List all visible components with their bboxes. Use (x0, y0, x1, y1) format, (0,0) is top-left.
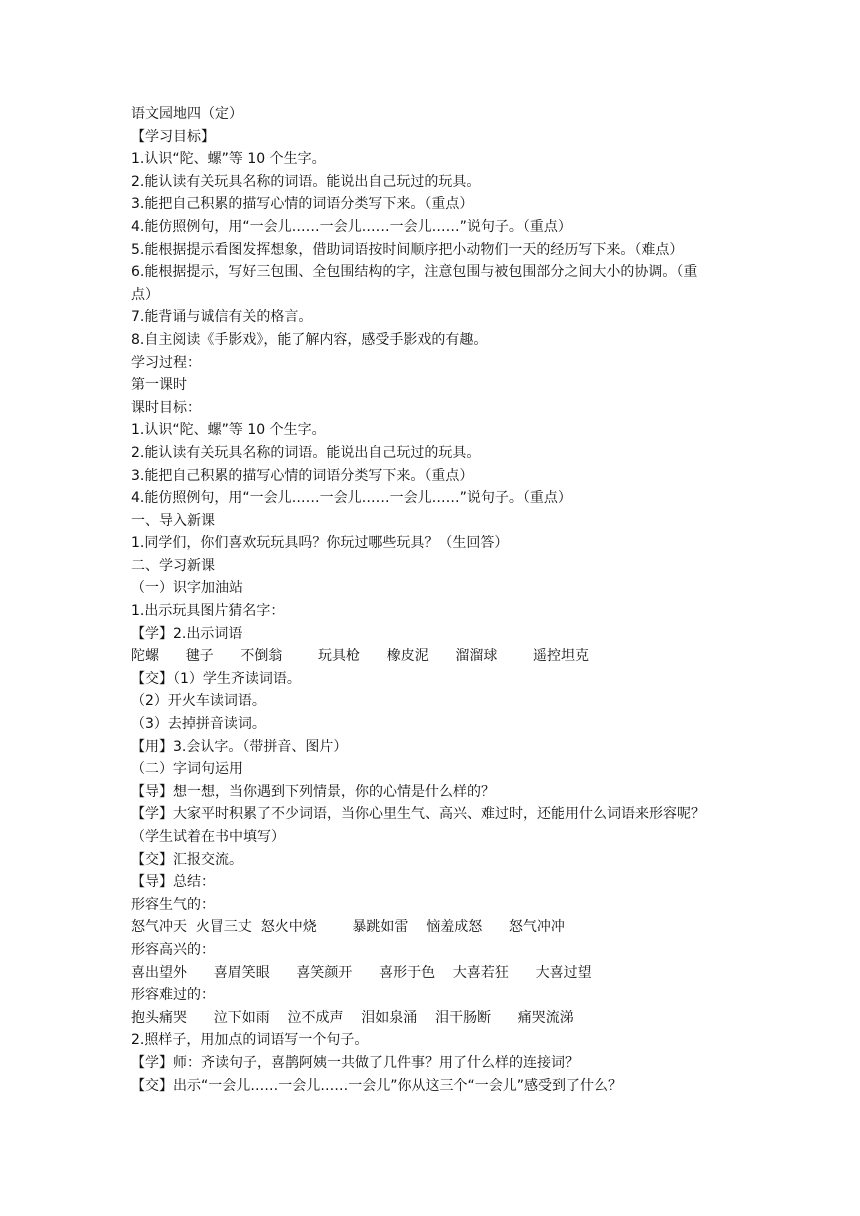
objective-item: 8.自主阅读《手影戏》，能了解内容，感受手影戏的有趣。 (131, 331, 488, 348)
paragraph: 2.照样子，用加点的词语写一个句子。 (131, 1032, 369, 1049)
paragraph: 【交】出示“一会儿……一会儿……一会儿”你从这三个“一会儿”感受到了什么？ (131, 1077, 623, 1094)
section-heading: 第一课时 (131, 377, 187, 394)
section-heading: 二、学习新课 (131, 557, 215, 574)
paragraph: 【学】大家平时积累了不少词语，当你心里生气、高兴、难过时，还能用什么词语来形容呢？ (131, 806, 705, 823)
lesson-goal-item: 3.能把自己积累的描写心情的词语分类写下来。（重点） (131, 467, 474, 484)
paragraph: 【导】想一想，当你遇到下列情景，你的心情是什么样的？ (131, 783, 495, 800)
objective-item: 2.能认读有关玩具名称的词语。能说出自己玩过的玩具。 (131, 173, 481, 190)
paragraph: 1.出示玩具图片猜名字： (131, 603, 285, 620)
paragraph: 【用】3.会认字。（带拼音、图片） (131, 738, 348, 755)
paragraph: 1.同学们，你们喜欢玩玩具吗？你玩过哪些玩具？（生回答） (131, 535, 509, 552)
objective-item: 4.能仿照例句，用“一会儿……一会儿……一会儿……”说句子。（重点） (131, 218, 572, 235)
word-list: 怒气冲天 火冒三丈 怒火中烧 暴跳如雷 恼羞成怒 怒气冲冲 (131, 919, 565, 936)
objective-item-continued: 点） (131, 286, 159, 303)
subsection-heading: （一）识字加油站 (131, 580, 243, 597)
paragraph: 【导】总结： (131, 874, 215, 891)
section-heading: 【学习目标】 (131, 128, 215, 145)
word-list: 陀螺 毽子 不倒翁 玩具枪 橡皮泥 溜溜球 遥控坦克 (131, 648, 590, 665)
objective-item: 7.能背诵与诚信有关的格言。 (131, 309, 313, 326)
paragraph: （3）去掉拼音读词。 (131, 716, 266, 733)
objective-item: 3.能把自己积累的描写心情的词语分类写下来。（重点） (131, 196, 474, 213)
paragraph: （学生试着在书中填写） (131, 829, 285, 845)
section-heading: 课时目标： (131, 399, 201, 416)
objective-item: 6.能根据提示，写好三包围、全包围结构的字，注意包围与被包围部分之间大小的协调。（重 (131, 264, 698, 281)
document-body (131, 103, 771, 1097)
section-heading: 一、导入新课 (131, 512, 215, 529)
lesson-goal-item: 1.认识“陀、螺”等 10 个生字。 (131, 422, 326, 439)
subsection-heading: （二）字词句运用 (131, 761, 243, 778)
category-label: 形容高兴的： (131, 941, 215, 958)
objective-item: 1.认识“陀、螺”等 10 个生字。 (131, 151, 326, 168)
doc-title: 语文园地四（定） (131, 106, 243, 122)
category-label: 形容生气的： (131, 896, 215, 913)
lesson-goal-item: 2.能认读有关玩具名称的词语。能说出自己玩过的玩具。 (131, 444, 481, 461)
paragraph: （2）开火车读词语。 (131, 693, 266, 710)
category-label: 形容难过的： (131, 987, 215, 1004)
objective-item: 5.能根据提示看图发挥想象，借助词语按时间顺序把小动物们一天的经历写下来。（难点） (131, 241, 684, 258)
lesson-goal-item: 4.能仿照例句，用“一会儿……一会儿……一会儿……”说句子。（重点） (131, 490, 572, 507)
paragraph: 【学】师：齐读句子，喜鹊阿姨一共做了几件事？用了什么样的连接词？ (131, 1054, 579, 1071)
paragraph: 【交】汇报交流。 (131, 851, 243, 868)
word-list: 抱头痛哭 泣下如雨 泣不成声 泪如泉涌 泪干肠断 痛哭流涕 (131, 1009, 574, 1026)
paragraph: 【交】（1）学生齐读词语。 (131, 670, 301, 687)
section-heading: 学习过程： (131, 354, 201, 371)
paragraph: 【学】2.出示词语 (131, 625, 243, 642)
word-list: 喜出望外 喜眉笑眼 喜笑颜开 喜形于色 大喜若狂 大喜过望 (131, 964, 592, 981)
